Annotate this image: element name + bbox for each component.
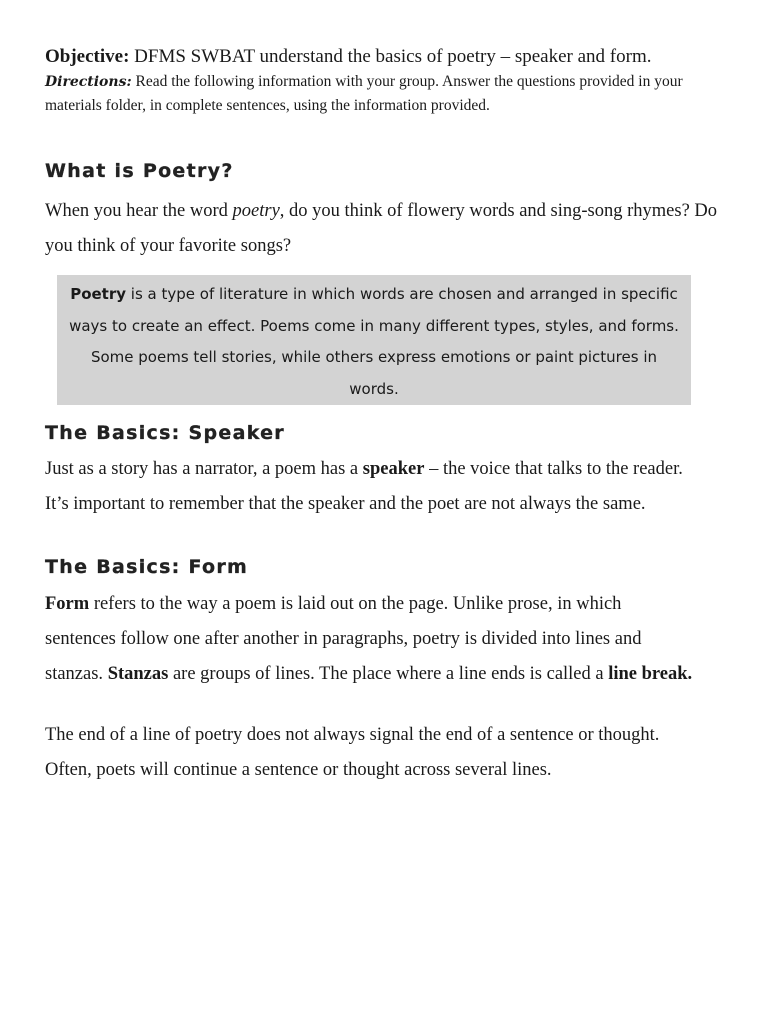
- form-line-1: [45, 587, 745, 622]
- objective-text: DFMS SWBAT understand the basics of poetry – speaker and form.: [129, 46, 652, 67]
- directions-paragraph: [45, 70, 735, 118]
- intro-italic-word: poetry: [232, 201, 280, 221]
- intro-before: When you hear the word: [45, 201, 233, 221]
- objective-label: Objective:: [45, 46, 130, 67]
- speaker-heading: The Basics: Speaker: [45, 422, 285, 444]
- callout-text: is a type of literature in which words are chosen and arranged in specific ways to create an effect. Poems come in many different types, styles, and forms. Some poems tell stories, while others express emotions or paint pictures in words.: [69, 285, 679, 398]
- form-bold-term: Form: [45, 594, 90, 614]
- form-paragraph: [45, 587, 745, 692]
- directions-label: Directions:: [45, 74, 132, 90]
- worksheet-page: [45, 44, 735, 780]
- stanzas-bold-term: Stanzas: [107, 664, 169, 684]
- speaker-bold-term: speaker: [362, 459, 425, 479]
- poetry-intro-paragraph: [45, 194, 745, 264]
- speaker-paragraph: [45, 452, 745, 522]
- form-line3-before: stanzas.: [45, 664, 108, 684]
- line-end-paragraph: [45, 718, 745, 788]
- speaker-line1-after: – the voice that talks to the reader.: [424, 459, 683, 479]
- intro-after: , do you think of flowery words and sing-song rhymes? Do you think of your favorite songs?: [45, 201, 718, 256]
- form-line1-after: refers to the way a poem is laid out on the page. Unlike prose, in which: [89, 594, 622, 614]
- what-is-poetry-heading: What is Poetry?: [45, 160, 234, 182]
- poetry-definition-callout: [57, 275, 691, 405]
- speaker-line1-before: Just as a story has a narrator, a poem has a: [45, 459, 363, 479]
- end-line-1: The end of a line of poetry does not always signal the end of a sentence or thought.: [45, 725, 660, 745]
- speaker-line2: It’s important to remember that the speaker and the poet are not always the same.: [45, 494, 646, 514]
- directions-text: Read the following information with your group. Answer the questions provided in your materials folder, in complete sentences, using the information provided.: [45, 73, 683, 114]
- objective-line: [45, 44, 735, 70]
- end-line-2: Often, poets will continue a sentence or thought across several lines.: [45, 760, 552, 780]
- form-line-2: sentences follow one after another in paragraphs, poetry is divided into lines and: [45, 629, 642, 649]
- form-line-3: [45, 657, 745, 692]
- form-heading: The Basics: Form: [45, 556, 249, 578]
- form-line3-mid: are groups of lines. The place where a line ends is called a: [168, 664, 609, 684]
- callout-bold-term: Poetry: [70, 285, 127, 303]
- line-break-bold-term: line break.: [608, 664, 693, 684]
